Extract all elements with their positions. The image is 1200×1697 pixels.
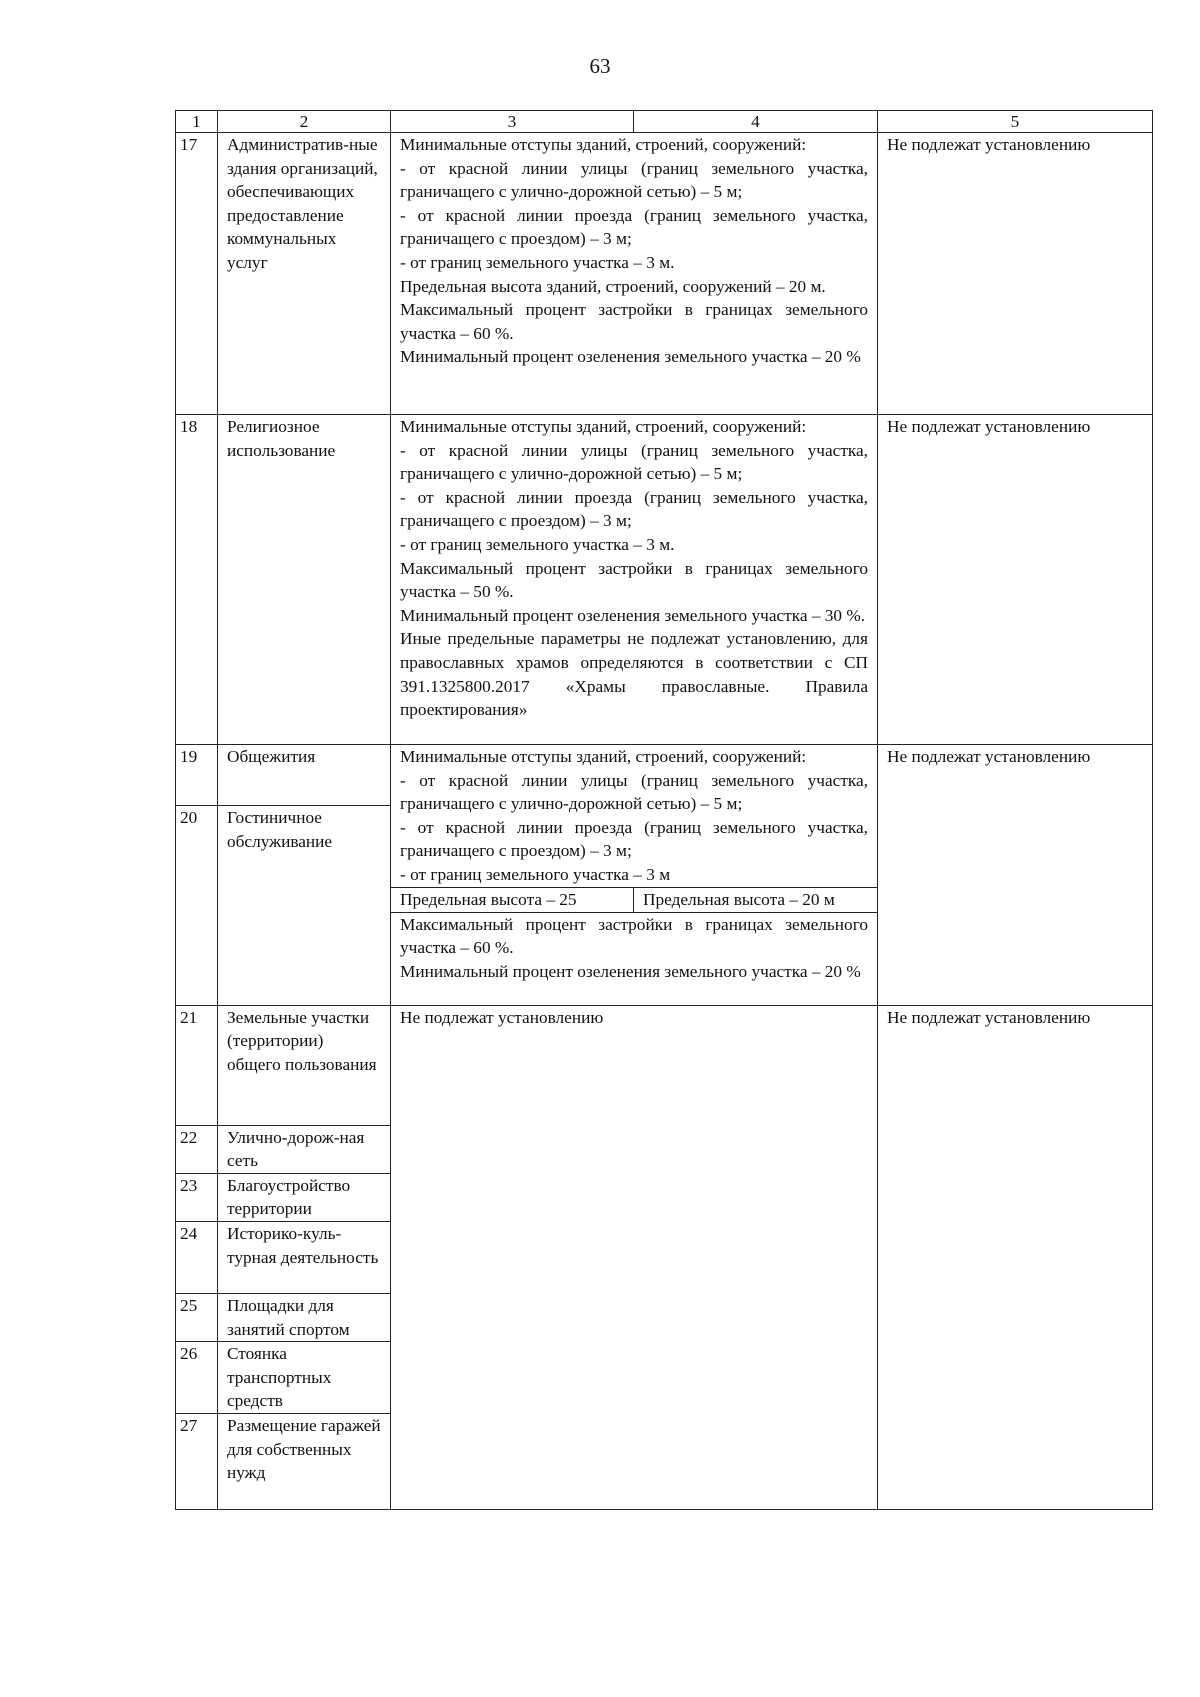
param-line: - от границ земельного участка – 3 м. <box>400 252 675 272</box>
table-row <box>176 415 1153 745</box>
row-number: 21 <box>176 1005 218 1125</box>
row-number: 23 <box>176 1173 218 1221</box>
use-type-name: Размещение гаражей для собственных нужд <box>218 1414 391 1510</box>
height-limit-col4: Предельная высота – 20 м <box>634 887 878 912</box>
param-line: - от красной линии проезда (границ земельного участка, граничащего с проездом) – 3 м; <box>400 205 868 249</box>
param-line: Минимальный процент озеленения земельного участка – 30 %. <box>400 605 866 625</box>
height-limit-col3: Предельная высота – 25 <box>391 887 634 912</box>
param-line: Минимальные отступы зданий, строений, сооружений: <box>400 417 807 436</box>
param-line: - от красной линии улицы (границ земельного участка, граничащего с улично-дорожной сетью) – 5 м; <box>400 158 868 202</box>
use-type-name: Земельные участки (территории) общего пользования <box>218 1005 391 1125</box>
parameters-cell <box>391 415 878 745</box>
row-number: 25 <box>176 1293 218 1341</box>
param-line: - от красной линии улицы (границ земельного участка, граничащего с улично-дорожной сетью) – 5 м; <box>400 440 868 484</box>
page-number: 63 <box>589 54 611 78</box>
header-cell: 4 <box>634 111 878 133</box>
param-line: - от красной линии проезда (границ земельного участка, граничащего с проездом) – 3 м; <box>400 487 868 531</box>
row-number: 26 <box>176 1342 218 1414</box>
col5-value: Не подлежат установлению <box>878 1005 1153 1510</box>
row-number: 27 <box>176 1414 218 1510</box>
col5-value: Не подлежат установлению <box>878 415 1153 745</box>
row-number: 18 <box>176 415 218 745</box>
param-line: - от красной линии улицы (границ земельного участка, граничащего с улично-дорожной сетью) – 5 м; <box>400 770 868 814</box>
param-line: - от красной линии проезда (границ земельного участка, граничащего с проездом) – 3 м; <box>400 817 868 861</box>
use-type-name: Историко-куль-турная деятельность <box>218 1221 391 1293</box>
use-type-name: Благоустройство территории <box>218 1173 391 1221</box>
param-line: Минимальный процент озеленения земельного участка – 20 % <box>400 347 861 367</box>
row-number: 19 <box>176 745 218 806</box>
parameters-cell <box>391 745 878 888</box>
param-line: - от границ земельного участка – 3 м <box>400 864 671 884</box>
param-line: Предельная высота зданий, строений, сооружений – 20 м. <box>400 276 826 296</box>
use-type-name: Гостиничное обслуживание <box>218 806 391 1006</box>
parameters-cell: Не подлежат установлению <box>391 1005 878 1510</box>
use-type-name: Стоянка транспортных средств <box>218 1342 391 1414</box>
table-row <box>176 745 1153 806</box>
use-type-name: Религиозное использование <box>218 415 391 745</box>
param-line: Минимальный процент озеленения земельного участка – 20 % <box>400 961 861 981</box>
parameters-cell <box>391 133 878 415</box>
use-type-name: Улично-дорож-ная сеть <box>218 1125 391 1173</box>
param-line: Максимальный процент застройки в границах земельного участка – 60 %. <box>400 300 868 343</box>
row-number: 22 <box>176 1125 218 1173</box>
row-number: 24 <box>176 1221 218 1293</box>
header-cell: 3 <box>391 111 634 133</box>
use-type-name: Общежития <box>218 745 391 806</box>
param-line: Иные предельные параметры не подлежат установлению, для православных храмов определяются в соответствии с СП 391.1325800.2017 «Храмы православные. Правила проектирования» <box>400 629 868 720</box>
col5-value: Не подлежат установлению <box>878 745 1153 1006</box>
table-row <box>176 133 1153 415</box>
row-number: 17 <box>176 133 218 415</box>
table-header-row <box>176 111 1153 133</box>
header-cell: 1 <box>176 111 218 133</box>
param-line: - от границ земельного участка – 3 м. <box>400 534 675 554</box>
row-number: 20 <box>176 806 218 1006</box>
header-cell: 5 <box>878 111 1153 133</box>
header-cell: 2 <box>218 111 391 133</box>
regulations-table <box>175 110 1153 1510</box>
param-line: Минимальные отступы зданий, строений, сооружений: <box>400 747 807 766</box>
use-type-name: Административ-ные здания организаций, обеспечивающих предоставление коммунальных услуг <box>218 133 391 415</box>
parameters-cell <box>391 912 878 1005</box>
param-line: Минимальные отступы зданий, строений, сооружений: <box>400 135 807 154</box>
param-line: Максимальный процент застройки в границах земельного участка – 60 %. <box>400 914 868 958</box>
param-line: Максимальный процент застройки в границах земельного участка – 50 %. <box>400 558 868 602</box>
col5-value: Не подлежат установлению <box>878 133 1153 415</box>
use-type-name: Площадки для занятий спортом <box>218 1293 391 1341</box>
table-row <box>176 1005 1153 1125</box>
